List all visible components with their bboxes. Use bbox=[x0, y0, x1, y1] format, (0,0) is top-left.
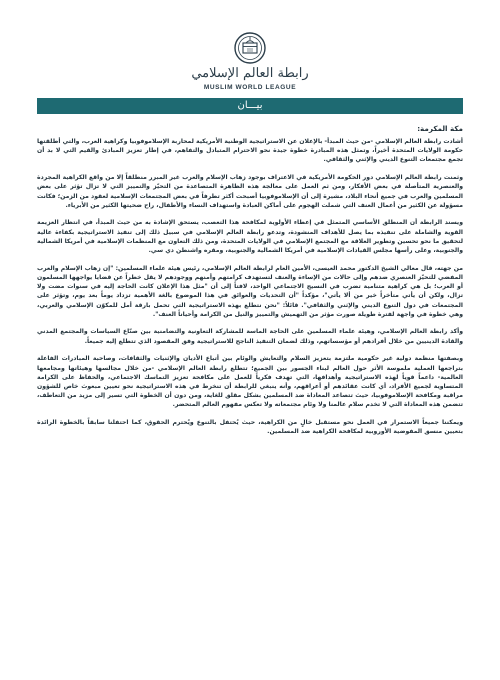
organization-name-english: MUSLIM WORLD LEAGUE bbox=[203, 84, 297, 91]
paragraph-5: وأكد رابطة العالم الإسلامي، وهيئة علماء المسلمين على الحاجة الماسة للمشاركة التعاونية والتضامنية بين صنّاع السياسات والمجتمع المدني والقادة الدينيين من خلال أفرادهم أو مؤسساتهم، وذلك لضمان التنفيذ الناجح للاستراتيجية وفق المقصود الذي تتطلع إليه جميعاً. bbox=[37, 328, 463, 345]
paragraph-7: ويمكننا جميعاً الاستمرار في العمل نحو مستقبل خالٍ من الكراهية، حيث يُحتفل بالتنوع ويُحترم الحقوق، كما احتفلنا سابقاً بالخطوة الرائدة بتعيين منسق المفوضية الأوروبية لمكافحة الكراهية ضد المسلمين. bbox=[37, 419, 463, 436]
paragraph-1: أشادت رابطة العالم الإسلامي -من حيث المبدأ- بالإعلان عن الاستراتيجية الوطنية الأمريكية لمحاربة الإسلاموفوبيا وكراهية العرب، والتي أطلقتها حكومة الولايات المتحدة أخيراً، وتمثل هذه المبادرة خطوة جيدة نحو الاحترام المتبادل والتفاهم، في إطار تعزيز المبادئ والقيم التي لا بد أن تجمع مجتمعات التنوع الديني والإثني والثقافي. bbox=[37, 138, 463, 164]
paragraph-2: وثمنت رابطة العالم الإسلامي دور الحكومة الأمريكية في الاعتراف بوجود زهاب الإسلام والعرب غير المبرر منطلقاً إلا من واقع الكراهية المجردة والعنصرية المتأصلة في بعض الأفكار، ومن ثم العمل على معالجة هذه الظاهرة المتصاعدة من التحيّز والتمييز التي لا تزال تؤثر على بعض المسلمين والعرب في جميع أنحاء البلاد، مشيرة إلى أن الإسلاموفوبيا أصبحت أكثر تطرفاً في بعض المجتمعات الإسلامية لعقود من الزمن؛ فكانت مسؤولة عن الكثير من أعمال العنف التي شملت الهجوم على أماكن العبادة واستهداف النساء والأطفال، راح ضحيتها الكثير من الأبرياء. bbox=[37, 174, 463, 209]
mwl-emblem-icon bbox=[234, 32, 266, 64]
organization-name-arabic: رابطة العالم الإسلامي bbox=[191, 66, 309, 81]
paragraph-6: وبصفتها منظمة دولية غير حكومية ملتزمة بتعزيز السلام والتعايش والوئام بين أتباع الأديان والإثنيات والثقافات، وصاحبة المبادرات الفاعلة بتراجعها العملية ملموسة الأثر حول العالم لبناء الجسور بين الجميع؛ تتطلع رابطة العالم الإسلامي -من خلال مجالسها وهيئاتها ومجامعها العالمية- داعماً قوياً لهذه الاستراتيجية وأهدافها، التي تهدف فكرياً للعمل على مكافحة تعزيز التماسك الاجتماعي، والحفاظ على الكرامة المتساوية لجميع الأفراد، أي كانت عقائدهم أو أعراقهم، وأنه ينبغي للرابطة أن تنخرط في هذه الاستراتيجية نحو تعيين مبعوث خاص للشؤون مراقبة ومكافحة الإسلاموفوبيا، حيث تتصاعد المعاداة ضد المسلمين بشكل مقلق للغاية، ومن دون أن الخطوة التي تسير إلى مزيد من التعاطف، تتضمن هذه المعاداة التي لا تخدم سلام عالمنا ولا وئام مجتمعاته ولا تعكس مفهوم العالم المتحضر. bbox=[37, 355, 463, 409]
dateline: مكة المكرمة: bbox=[417, 124, 463, 133]
statement-banner: بيـــان bbox=[37, 98, 463, 114]
paragraph-3: ويسند الرابطة أن المنطلق الأساسي المتمثل في إعطاء الأولوية لمكافحة هذا التعصب، يستحق الإشادة به من حيث المبدأ، في انتظار العزيمة القوية والشاملة على تنفيذه بما يصل للأهداف المنشودة، وتدعو رابطة العالم الإسلامي في سبيل ذلك إلى تنفيذ الاستراتيجية بكفاءة عالية لتحقيق ما نحو تحسين وتطوير العلاقة مع المجتمع الإسلامي في الولايات المتحدة، ومن ذلك التعاون مع المنظمات الإسلامية في أمريكا الشمالية والجنوبية، وعلى رأسها مجلس القيادات الإسلامية في أمريكا الشمالية والجنوبية، ومقره واشنطن دي سي. bbox=[37, 219, 463, 255]
statement-body bbox=[37, 123, 463, 668]
letterhead bbox=[0, 0, 500, 118]
paragraph-4: من جهته، قال معالي الشيخ الدكتور محمد العيسى، الأمين العام لرابطة العالم الإسلامي، رئيس هيئة علماء المسلمين: "إن زهاب الإسلام والعرب المفضي للتحيّز العنصري ضدهم وإلى حالات من الإساءة والعنف لتستهدف كرامتهم وأمنهم ووجودهم لا يقل خطراً عن قضايا يواجهها المسلمون أو العرب؛ بل هي كراهية متنامية تضرب في النسيج الاجتماعي الواحد، لافتاً إلى أن "مثل هذا الإعلان كانت الحاجة إليه في سنوات مضت ولا تزال، ولكن أن يأتي متأخراً خير من ألا يأتي"، مؤكداً "أن التحديات والعوائق في هذا الموضوع بالغة الأهمية تزداد يوماً بعد يوم، وتؤثر على المجتمعات في دول التنوع الديني والإثني والثقافي". قائلاً: "نحن نتطلع بهذه الاستراتيجية التي تحمل بارقة أمل للمكوّن الإسلامي والعربي، وهي خطوة في واجهة لفترة طويلة صورت مؤثر من التهميش والتمييز والنيل من الكرامة وأحياناً العنف". bbox=[37, 264, 463, 318]
